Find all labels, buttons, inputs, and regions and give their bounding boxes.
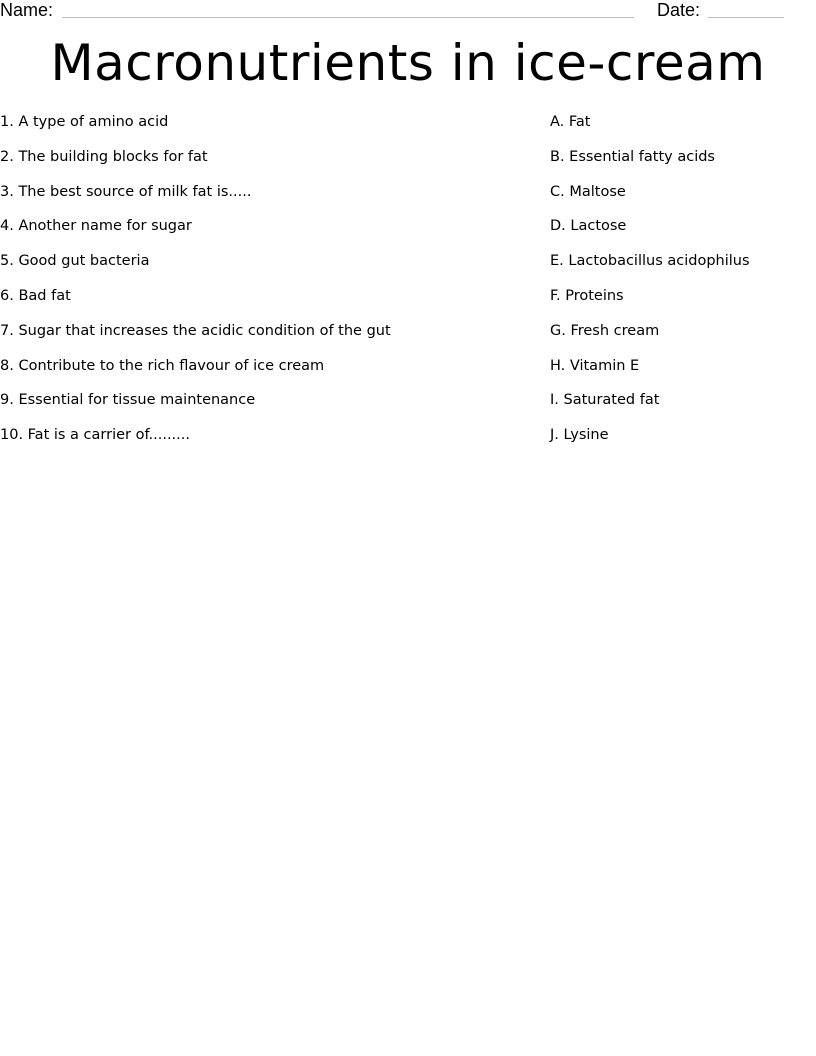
clue-item: 6. Bad fat xyxy=(0,287,71,304)
clue-item: 7. Sugar that increases the acidic condition of the gut xyxy=(0,322,391,339)
clue-item: 8. Contribute to the rich flavour of ice cream xyxy=(0,357,325,374)
clue-item: 3. The best source of milk fat is..... xyxy=(0,183,252,200)
answer-list xyxy=(550,112,810,460)
answer-item: C. Maltose xyxy=(550,183,626,200)
clue-item: 1. A type of amino acid xyxy=(0,114,169,130)
answer-item: D. Lactose xyxy=(550,218,627,235)
clue-item: 9. Essential for tissue maintenance xyxy=(0,392,256,409)
answer-item: F. Proteins xyxy=(550,287,624,304)
answer-item: H. Vitamin E xyxy=(550,357,640,374)
page-title: Macronutrients in ice-cream xyxy=(50,34,766,92)
answer-item: G. Fresh cream xyxy=(550,322,660,339)
clue-list xyxy=(0,112,520,460)
answer-item: E. Lactobacillus acidophilus xyxy=(550,253,750,270)
answer-item: I. Saturated fat xyxy=(550,392,660,409)
clue-item: 4. Another name for sugar xyxy=(0,218,192,235)
name-input-line[interactable] xyxy=(62,17,634,18)
clue-item: 10. Fat is a carrier of......... xyxy=(0,427,190,444)
date-label: Date: xyxy=(657,0,701,20)
clue-item: 5. Good gut bacteria xyxy=(0,253,150,270)
date-input-line[interactable] xyxy=(708,17,784,18)
clue-item: 2. The building blocks for fat xyxy=(0,148,208,165)
name-label: Name: xyxy=(0,0,54,20)
worksheet-header xyxy=(0,0,816,24)
answer-item: J. Lysine xyxy=(550,427,609,444)
answer-item: A. Fat xyxy=(550,114,591,130)
answer-item: B. Essential fatty acids xyxy=(550,148,715,165)
